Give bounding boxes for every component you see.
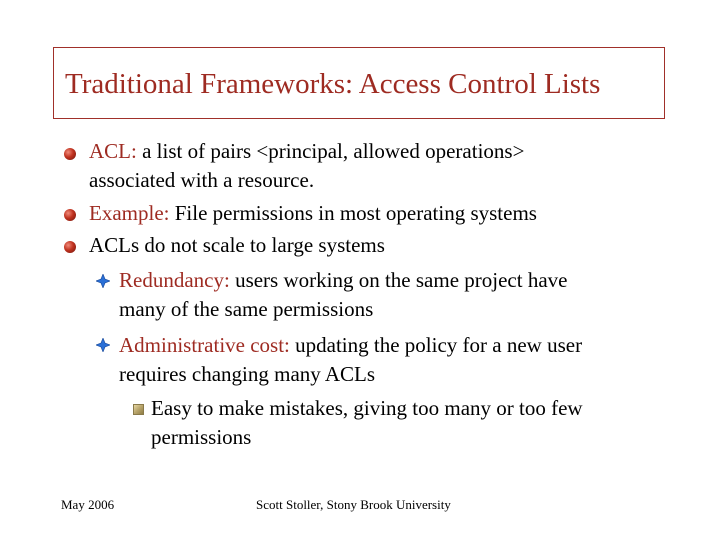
slide-title: Traditional Frameworks: Access Control Lists bbox=[65, 68, 601, 100]
subsubbullet-mistakes-line-1 bbox=[151, 394, 583, 423]
bullet-text: Easy to make mistakes, giving too many or too few bbox=[151, 396, 583, 420]
bullet-text: File permissions in most operating systems bbox=[169, 201, 537, 225]
footer-author: Scott Stoller, Stony Brook University bbox=[256, 497, 451, 512]
bullet-text: users working on the same project have bbox=[229, 268, 568, 292]
red-sphere-bullet-icon bbox=[64, 209, 76, 221]
footer-date: May 2006 bbox=[61, 497, 115, 512]
subbullet-admin-cost-line-1 bbox=[119, 331, 582, 360]
bullet-text: updating the policy for a new user bbox=[289, 333, 583, 357]
bullet-text: associated with a resource. bbox=[89, 168, 315, 192]
subsubbullet-mistakes-line-2 bbox=[151, 423, 251, 452]
bullet-key: ACL: bbox=[89, 139, 137, 163]
bullet-key: Redundancy: bbox=[119, 268, 230, 292]
bullet-text: requires changing many ACLs bbox=[119, 362, 376, 386]
blue-diamond-bullet-icon bbox=[96, 338, 110, 352]
bullet-example bbox=[89, 199, 537, 228]
bullet-acl-line-1 bbox=[89, 137, 524, 166]
bullet-text: a list of pairs <principal, allowed operations> bbox=[136, 139, 525, 163]
subbullet-redundancy-line-1 bbox=[119, 266, 567, 295]
bullet-text: permissions bbox=[151, 425, 252, 449]
red-sphere-bullet-icon bbox=[64, 148, 76, 160]
tan-square-bullet-icon bbox=[133, 404, 144, 415]
bullet-key: Example: bbox=[89, 201, 170, 225]
bullet-key: Administrative cost: bbox=[119, 333, 290, 357]
subbullet-admin-cost-line-2 bbox=[119, 360, 375, 389]
red-sphere-bullet-icon bbox=[64, 241, 76, 253]
blue-diamond-bullet-icon bbox=[96, 274, 110, 288]
bullet-text: many of the same permissions bbox=[119, 297, 374, 321]
bullet-acls-scale bbox=[89, 231, 385, 260]
bullet-acl-line-2 bbox=[89, 166, 314, 195]
bullet-text: ACLs do not scale to large systems bbox=[89, 233, 385, 257]
subbullet-redundancy-line-2 bbox=[119, 295, 373, 324]
